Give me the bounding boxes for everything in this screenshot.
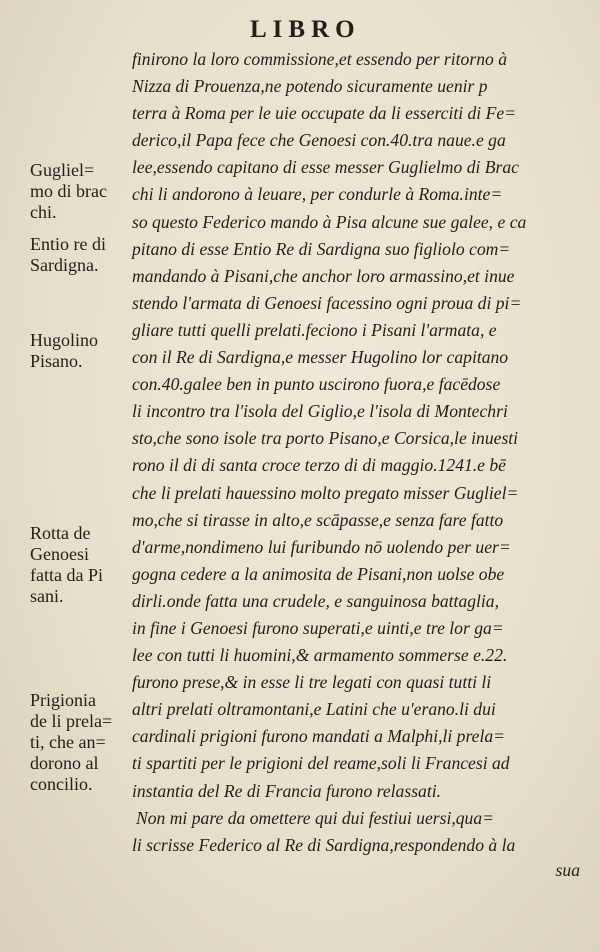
text-line: gogna cedere a la animosita de Pisani,non uolse obe xyxy=(132,563,505,584)
text-line: terra à Roma per le uie occupate da li esserciti di Fe= xyxy=(132,103,517,124)
text-line: li scrisse Federico al Re di Sardigna,respondendo à la xyxy=(132,834,516,855)
text-line: con il Re di Sardigna,e messer Hugolino lor capitano xyxy=(132,347,509,368)
text-line: rono il di di santa croce terzo di di maggio.1241.e bē xyxy=(132,455,506,476)
text-line: dirli.onde fatta una crudele, e sanguinosa battaglia, xyxy=(132,590,500,611)
margin-note-line: Pisano. xyxy=(30,351,83,371)
margin-note-entio xyxy=(30,234,130,276)
text-line: d'arme,nondimeno lui furibundo nō uolendo per uer= xyxy=(132,536,511,557)
text-line: chi li andorono à leuare, per condurle à Roma.inte= xyxy=(132,184,503,205)
margin-note-line: fatta da Pi xyxy=(30,565,103,585)
main-text-block xyxy=(132,46,584,884)
text-line: gliare tutti quelli prelati.feciono i Pisani l'armata, e xyxy=(132,319,497,340)
margin-note-line: Sardigna. xyxy=(30,255,99,275)
margin-note-line: chi. xyxy=(30,202,57,222)
margin-note-hugolino xyxy=(30,330,130,372)
text-line: lee con tutti li huomini,& armamento sommerse e.22. xyxy=(132,645,508,666)
text-line: altri prelati oltramontani,e Latini che u'erano.li dui xyxy=(132,699,496,720)
text-line: mandando à Pisani,che anchor loro armassino,et inue xyxy=(132,265,515,286)
text-line: con.40.galee ben in punto uscirono fuora,e facēdose xyxy=(132,374,501,395)
margin-note-line: Hugolino xyxy=(30,330,99,350)
text-line: derico,il Papa fece che Genoesi con.40.tra naue.e ga xyxy=(132,130,506,151)
margin-note-line: Gugliel= xyxy=(30,160,95,180)
text-line: sto,che sono isole tra porto Pisano,e Corsica,le inuesti xyxy=(132,428,519,449)
margin-note-line: ti, che an= xyxy=(30,732,106,752)
text-line: Non mi pare da omettere qui dui festiui uersi,qua= xyxy=(136,807,495,828)
text-line: Nizza di Prouenza,ne potendo sicuramente uenir p xyxy=(132,76,488,97)
text-line: ti spartiti per le prigioni del reame,soli li Francesi ad xyxy=(132,753,510,774)
text-line: so questo Federico mando à Pisa alcune sue galee, e ca xyxy=(132,211,527,232)
margin-note-prigionia xyxy=(30,690,130,795)
margin-note-line: Entio re di xyxy=(30,234,106,254)
margin-note-line: mo di brac xyxy=(30,181,107,201)
text-line: che li prelati hauessino molto pregato misser Gugliel= xyxy=(132,482,519,503)
text-line: stendo l'armata di Genoesi facessino ogni proua di pi= xyxy=(132,292,522,313)
text-line: lee,essendo capitano di esse messer Guglielmo di Brac xyxy=(132,157,519,178)
text-line: in fine i Genoesi furono superati,e uinti,e tre lor ga= xyxy=(132,617,504,638)
margin-note-line: de li prela= xyxy=(30,711,113,731)
margin-note-rotta xyxy=(30,523,130,607)
margin-note-line: Rotta de xyxy=(30,523,91,543)
margin-note-guglielmo xyxy=(30,160,130,223)
text-line: cardinali prigioni furono mandati a Malphi,li prela= xyxy=(132,726,506,747)
text-line: instantia del Re di Francia furono relassati. xyxy=(132,780,442,801)
text-line: furono prese,& in esse li tre legati con quasi tutti li xyxy=(132,672,492,693)
margin-note-line: Prigionia xyxy=(30,690,96,710)
running-head: LIBRO xyxy=(250,16,361,43)
margin-note-line: Genoesi xyxy=(30,544,89,564)
margin-note-line: sani. xyxy=(30,586,64,606)
text-line: li incontro tra l'isola del Giglio,e l'isola di Montechri xyxy=(132,401,508,422)
text-line: pitano di esse Entio Re di Sardigna suo figliolo com= xyxy=(132,238,511,259)
catchword: sua xyxy=(555,859,580,880)
text-line: finirono la loro commissione,et essendo per ritorno à xyxy=(132,49,507,69)
text-line: mo,che si tirasse in alto,e scāpasse,e senza fare fatto xyxy=(132,509,504,530)
margin-note-line: concilio. xyxy=(30,774,93,794)
margin-note-line: dorono al xyxy=(30,753,99,773)
